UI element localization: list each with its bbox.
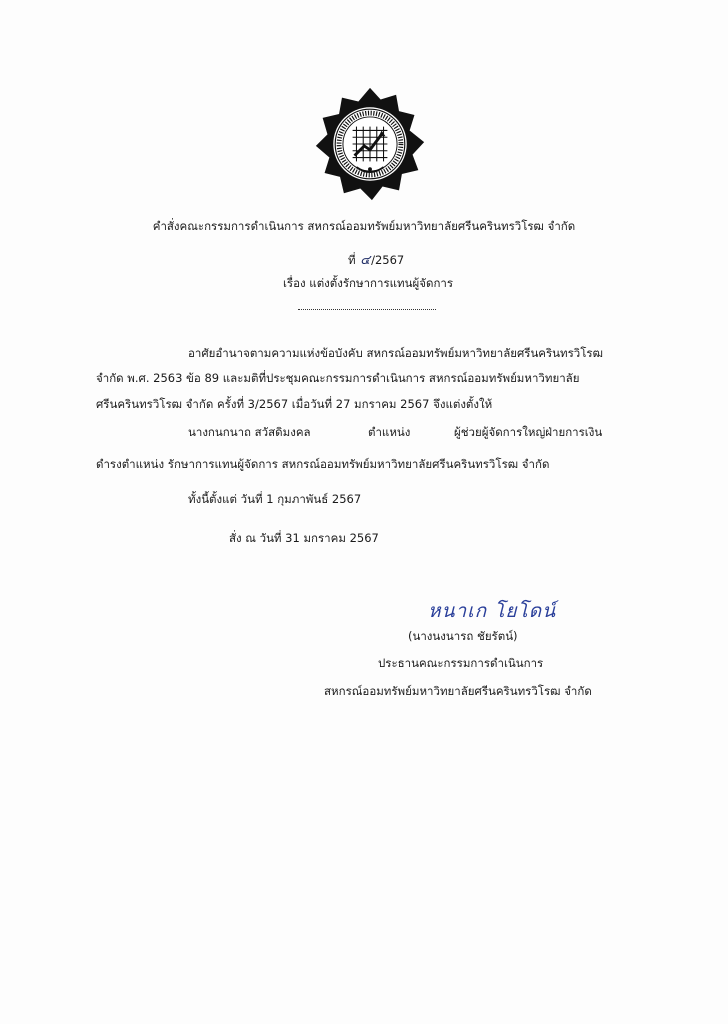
order-number-handwritten: ๔: [360, 253, 371, 268]
position-label: ตำแหน่ง: [368, 425, 411, 439]
signatory-name: (นางนงนารถ ชัยรัตน์): [408, 629, 518, 643]
signatory-title: ประธานคณะกรรมการดำเนินการ: [378, 656, 544, 670]
order-subject: เรื่อง แต่งตั้งรักษาการแทนผู้จัดการ: [283, 276, 454, 290]
appointee-name: นางกนกนาถ สวัสดิมงคล: [188, 425, 311, 439]
order-number-prefix: ที่: [348, 253, 356, 267]
order-number-suffix: /2567: [371, 253, 405, 267]
position-value: ผู้ช่วยผู้จัดการใหญ่ฝ่ายการเงิน: [454, 425, 603, 439]
separator-dotted-line: [298, 309, 436, 310]
order-number: [348, 249, 404, 270]
effective-date: ทั้งนี้ตั้งแต่ วันที่ 1 กุมภาพันธ์ 2567: [188, 492, 362, 506]
para1-line2: จำกัด พ.ศ. 2563 ข้อ 89 และมติที่ประชุมคณะกรรมการดำเนินการ สหกรณ์ออมทรัพย์มหาวิทยาลัย: [96, 371, 580, 385]
para1-line1: อาศัยอำนาจตามความแห่งข้อบังคับ สหกรณ์ออมทรัพย์มหาวิทยาลัยศรีนครินทรวิโรฒ: [188, 346, 603, 360]
order-title: คำสั่งคณะกรรมการดำเนินการ สหกรณ์ออมทรัพย์มหาวิทยาลัยศรีนครินทรวิโรฒ จำกัด: [152, 219, 576, 233]
cooperative-seal-icon: [312, 86, 428, 202]
para2: ดำรงตำแหน่ง รักษาการแทนผู้จัดการ สหกรณ์ออมทรัพย์มหาวิทยาลัยศรีนครินทรวิโรฒ จำกัด: [96, 457, 550, 471]
handwritten-signature: หนาเก โยโดน์: [428, 600, 557, 622]
para1-line3: ศรีนครินทรวิโรฒ จำกัด ครั้งที่ 3/2567 เมื่อวันที่ 27 มกราคม 2567 จึงแต่งตั้งให้: [96, 397, 493, 411]
order-date: สั่ง ณ วันที่ 31 มกราคม 2567: [229, 531, 379, 545]
signatory-organization: สหกรณ์ออมทรัพย์มหาวิทยาลัยศรีนครินทรวิโรฒ จำกัด: [324, 684, 592, 698]
